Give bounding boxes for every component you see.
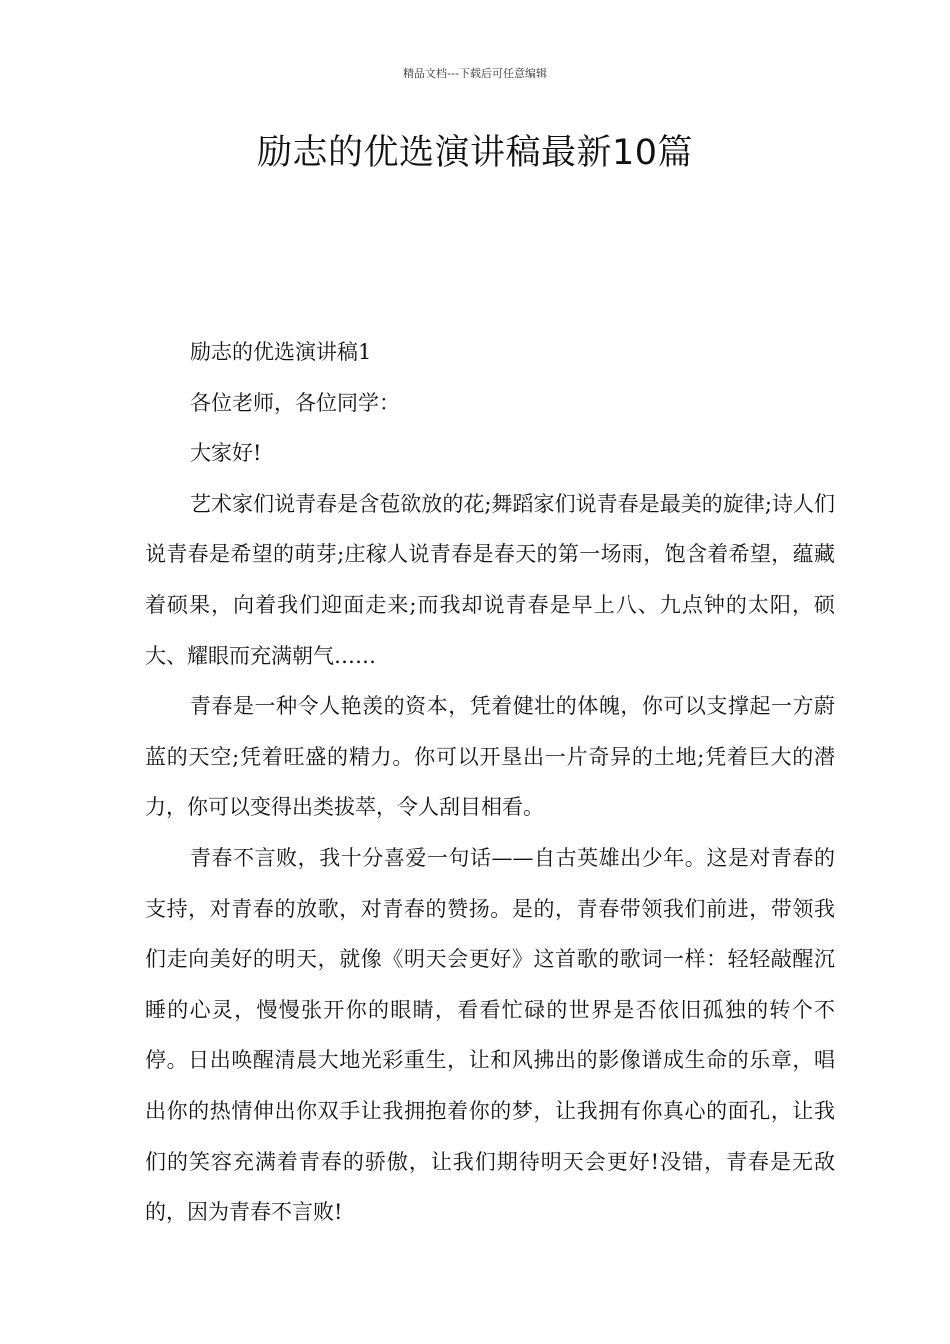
document-title: 励志的优选演讲稿最新10篇 — [256, 133, 694, 173]
body-paragraph: 艺术家们说青春是含苞欲放的花;舞蹈家们说青春是最美的旋律;诗人们说青春是希望的萌芽;庄稼人说青春是春天的第一场雨，饱含着希望，蕴藏着硕果，向着我们迎面走来;而我却说青春是早上八、九点钟的太阳，硕大、耀眼而充满朝气…… — [145, 491, 835, 668]
body-paragraph: 青春不言败，我十分喜爱一句话——自古英雄出少年。这是对青春的支持，对青春的放歌，对青春的赞扬。是的，青春带领我们前进，带领我们走向美好的明天，就像《明天会更好》这首歌的歌词一样：轻轻敲醒沉睡的心灵，慢慢张开你的眼睛，看看忙碌的世界是否依旧孤独的转个不停。日出唤醒清晨大地光彩重生，让和风拂出的影像谱成生命的乐章，唱出你的热情伸出你双手让我拥抱着你的梦，让我拥有你真心的面孔，让我们的笑容充满着青春的骄傲，让我们期待明天会更好!没错，青春是无敌的，因为青春不言败! — [145, 845, 835, 1225]
body-paragraph: 青春是一种令人艳羡的资本，凭着健壮的体魄，你可以支撑起一方蔚蓝的天空;凭着旺盛的精力。你可以开垦出一片奇异的土地;凭着巨大的潜力，你可以变得出类拔萃，令人刮目相看。 — [145, 694, 835, 820]
greeting: 大家好! — [190, 441, 262, 466]
header-note: 精品文档---下载后可任意编辑 — [403, 67, 547, 80]
document-body — [145, 327, 835, 1238]
section-heading: 励志的优选演讲稿1 — [190, 340, 372, 364]
salutation: 各位老师，各位同学： — [190, 390, 400, 415]
